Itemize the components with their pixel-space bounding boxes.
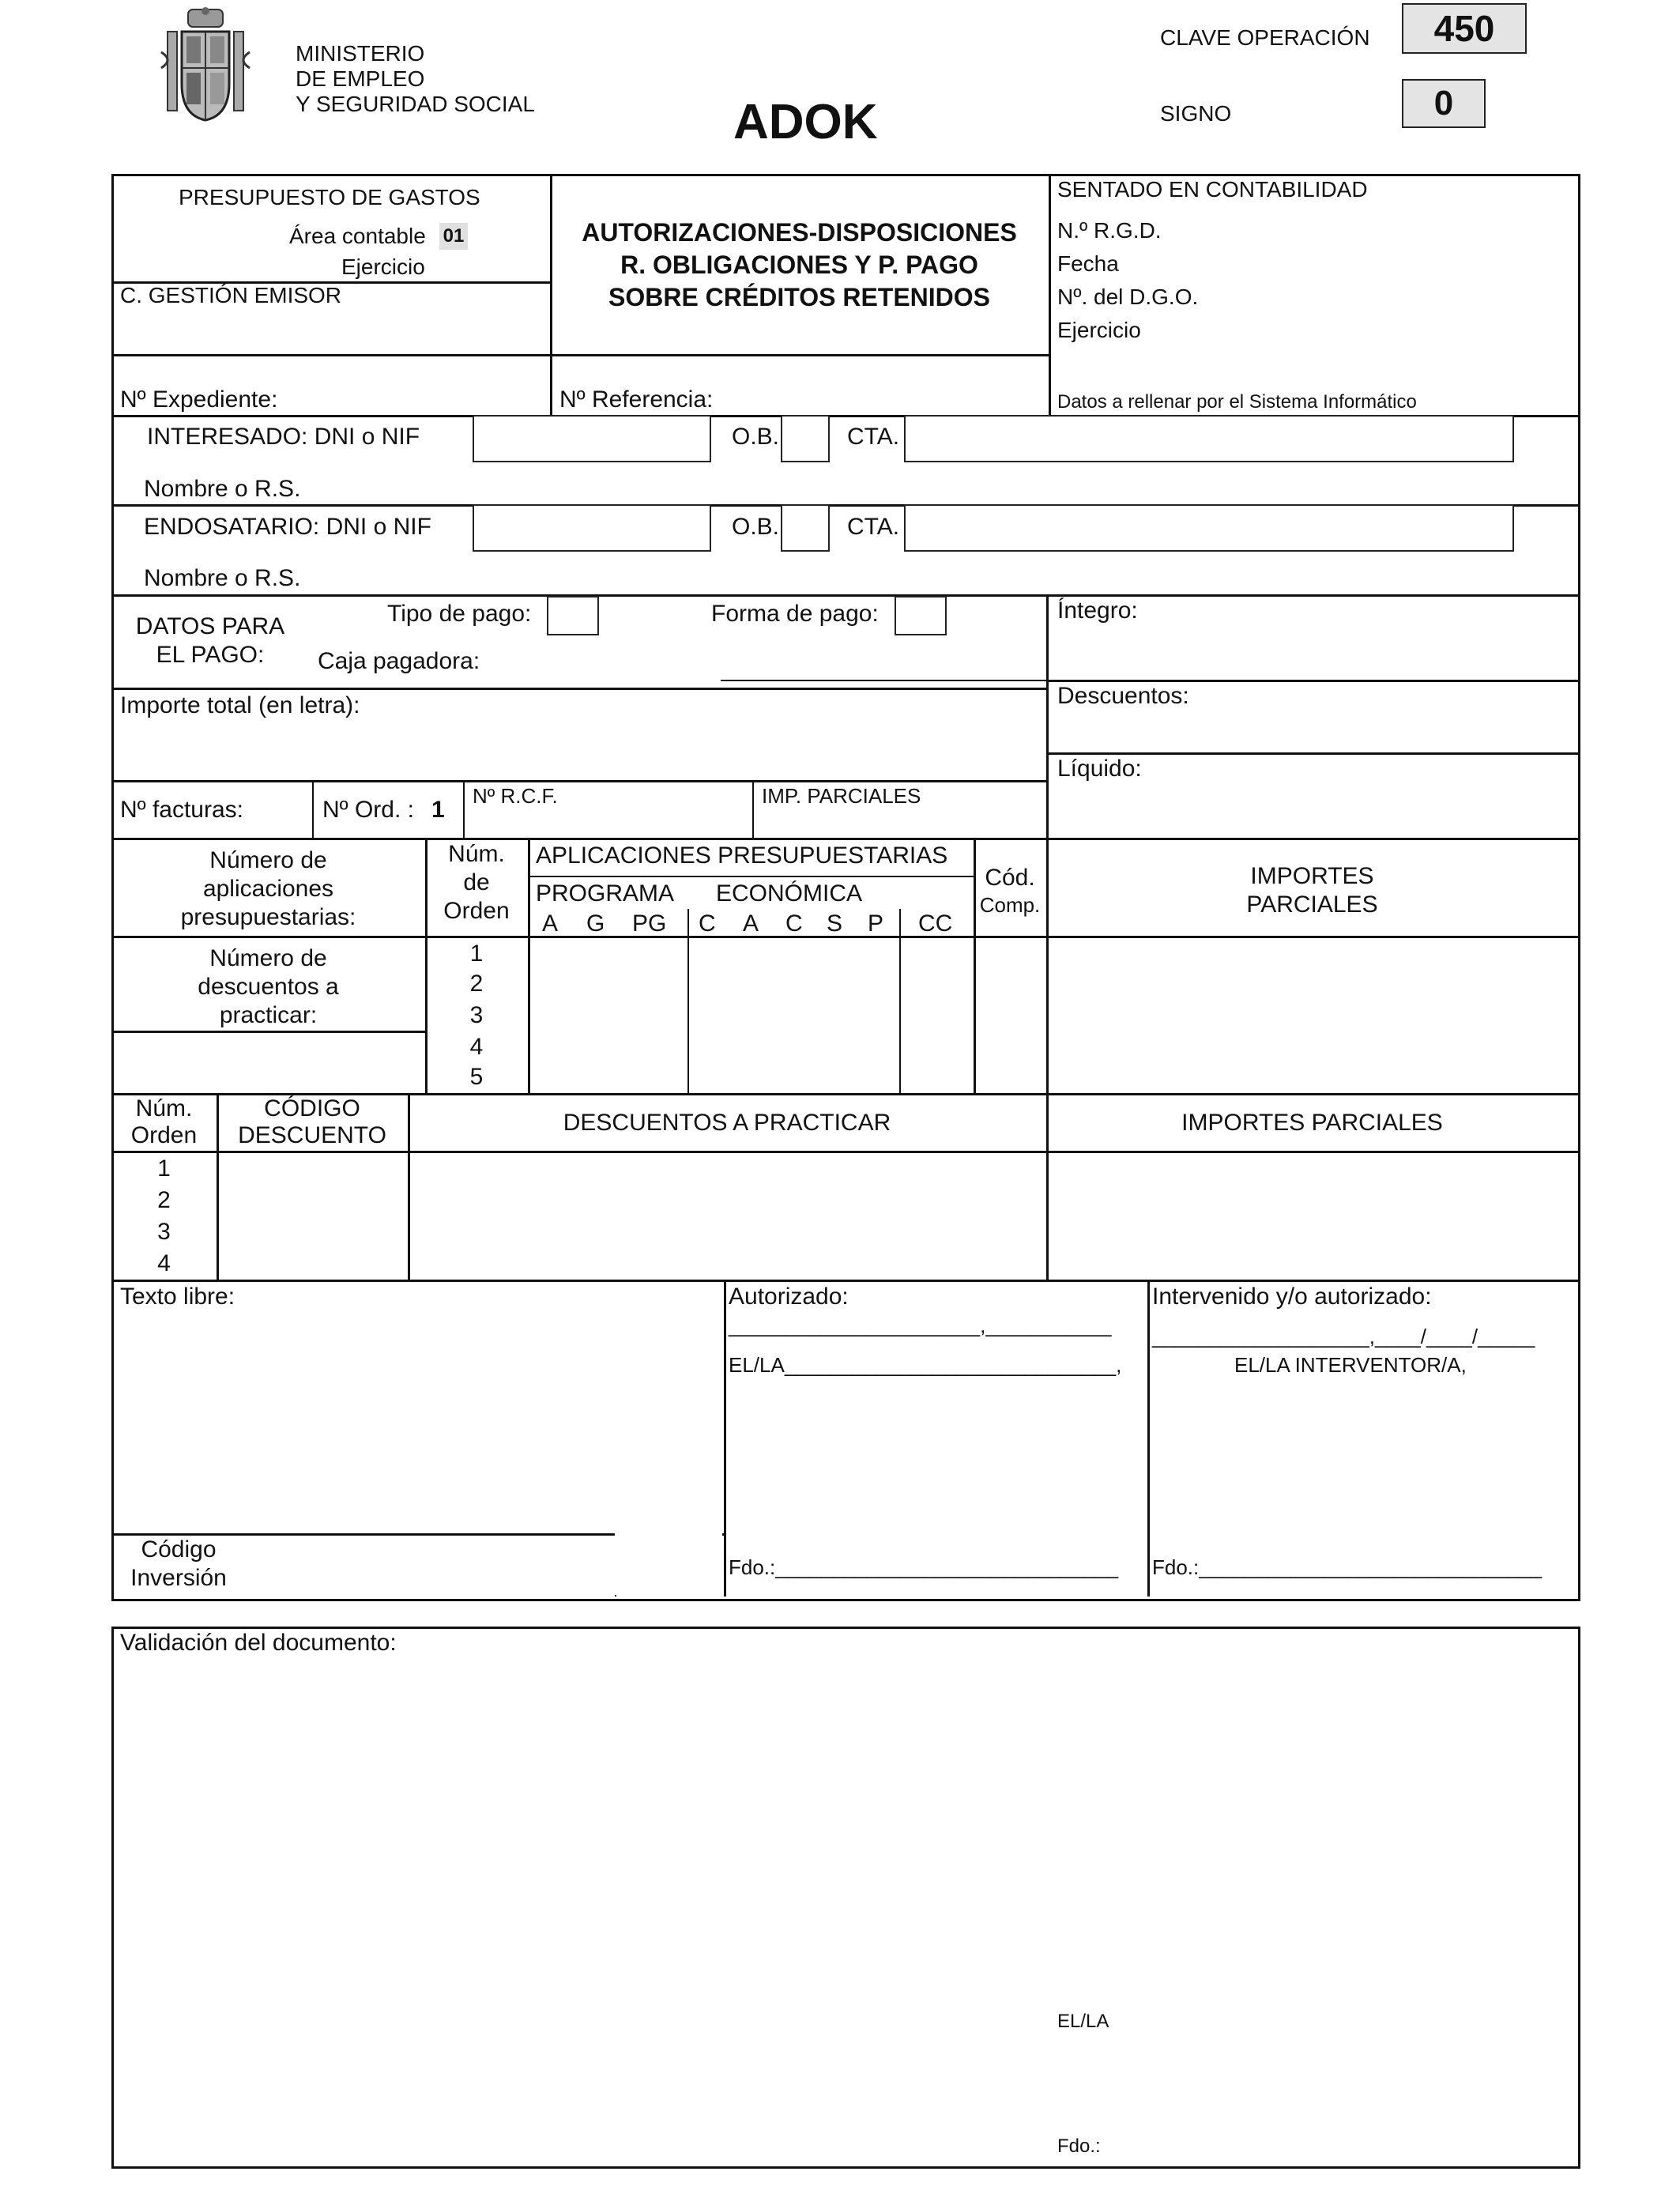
integro-label: Íntegro: [1057, 598, 1138, 624]
sistema-informatico-note: Datos a rellenar por el Sistema Informático [1057, 391, 1417, 413]
endosatario-ob-field[interactable] [781, 504, 830, 552]
aplicaciones-title: APLICACIONES PRESUPUESTARIAS [536, 843, 948, 869]
codigo-descuento-line-2: DESCUENTO [238, 1122, 386, 1148]
autorizado-label: Autorizado: [729, 1284, 849, 1310]
col-a1: A [542, 910, 559, 937]
endosatario-dni-field[interactable] [473, 504, 711, 552]
referencia-label: Nº Referencia: [559, 386, 714, 413]
clave-operacion-label: CLAVE OPERACIÓN [1160, 25, 1370, 50]
ministry-line-1: MINISTERIO [296, 41, 425, 66]
datos-pago-line-1: DATOS PARA [135, 613, 285, 639]
forma-pago-field[interactable] [895, 596, 947, 635]
clave-operacion-value: 450 [1402, 3, 1527, 54]
expediente-label: Nº Expediente: [120, 386, 278, 413]
intervenido-label: Intervenido y/o autorizado: [1152, 1284, 1432, 1310]
signo-value: 0 [1402, 79, 1486, 128]
importes-parciales-line-2: PARCIALES [1246, 892, 1378, 918]
tipo-pago-field[interactable] [547, 596, 599, 635]
codigo-inversion-field[interactable] [615, 1533, 722, 1595]
form-title-line-2: R. OBLIGACIONES Y P. PAGO [620, 251, 978, 279]
tipo-pago-label: Tipo de pago: [387, 601, 532, 627]
col-a2: A [743, 910, 759, 937]
interesado-ob-field[interactable] [781, 415, 830, 462]
validacion-box [111, 1627, 1580, 2169]
desc-orden-number: 4 [157, 1250, 171, 1276]
endosatario-ob-label: O.B. [732, 514, 780, 540]
signo-label: SIGNO [1160, 101, 1232, 126]
caja-pagadora-field[interactable] [721, 680, 1046, 681]
validacion-label: Validación del documento: [120, 1630, 397, 1656]
validacion-fdo: Fdo.: [1057, 2136, 1101, 2157]
endosatario-cta-label: CTA. [847, 514, 900, 540]
interesado-nombre-label: Nombre o R.S. [144, 476, 301, 502]
ejercicio-contabilidad-label: Ejercicio [1057, 318, 1141, 342]
autorizado-ella[interactable]: EL/LA_____________________________, [729, 1353, 1122, 1377]
liquido-label: Líquido: [1057, 756, 1142, 782]
caja-pagadora-label: Caja pagadora: [318, 648, 480, 674]
autorizado-fdo[interactable]: Fdo.:______________________________ [729, 1555, 1119, 1579]
col-g: G [586, 910, 605, 937]
desc-num-orden-line-2: Orden [130, 1122, 198, 1148]
numero-descuentos-line-1: Número de [209, 945, 327, 971]
importes-parciales-line-1: IMPORTES [1250, 863, 1374, 889]
rcf-label: Nº R.C.F. [473, 784, 558, 808]
validacion-ella: EL/LA [1057, 2011, 1109, 2032]
form-title-line-1: AUTORIZACIONES-DISPOSICIONES [582, 218, 1017, 247]
facturas-label: Nº facturas: [120, 797, 244, 823]
ejercicio-label: Ejercicio [341, 254, 425, 279]
orden-number: 4 [469, 1034, 484, 1060]
descuentos-importes-parciales: IMPORTES PARCIALES [1181, 1110, 1443, 1136]
fecha-label: Fecha [1057, 251, 1119, 276]
interventor-label: EL/LA INTERVENTOR/A, [1234, 1353, 1467, 1377]
dgo-label: Nº. del D.G.O. [1057, 285, 1199, 309]
autorizado-place-date[interactable]: ______________________,___________ [729, 1314, 1112, 1337]
col-p: P [868, 910, 884, 937]
cod-comp-line-2: Comp. [979, 893, 1041, 917]
area-contable-value: 01 [439, 223, 468, 250]
num-ord-label: Nº Ord. : [322, 797, 414, 823]
rgd-label: N.º R.G.D. [1057, 218, 1162, 243]
sentado-contabilidad-label: SENTADO EN CONTABILIDAD [1057, 177, 1368, 202]
forma-pago-label: Forma de pago: [711, 601, 879, 627]
document-code: ADOK [733, 95, 878, 149]
ministry-line-2: DE EMPLEO [296, 66, 425, 91]
texto-libre-label: Texto libre: [120, 1284, 235, 1310]
form-title-line-3: SOBRE CRÉDITOS RETENIDOS [608, 283, 991, 311]
interesado-ob-label: O.B. [732, 424, 780, 450]
ministry-line-3: Y SEGURIDAD SOCIAL [296, 92, 535, 116]
interesado-cta-label: CTA. [847, 424, 900, 450]
coat-of-arms-logo [158, 5, 253, 123]
codigo-descuento-line-1: CÓDIGO [264, 1095, 360, 1122]
endosatario-dni-label: ENDOSATARIO: DNI o NIF [144, 514, 431, 540]
num-orden-line-1: Núm. [448, 841, 505, 867]
num-orden-line-3: Orden [443, 898, 510, 924]
numero-aplicaciones-line-3: presupuestarias: [180, 904, 356, 930]
orden-number: 5 [469, 1064, 484, 1090]
economica-label: ECONÓMICA [716, 880, 863, 907]
num-ord-value: 1 [431, 797, 445, 823]
gestion-emisor-label: C. GESTIÓN EMISOR [120, 283, 342, 307]
descuentos-practicar-title: DESCUENTOS A PRACTICAR [563, 1110, 891, 1136]
orden-number: 1 [469, 941, 484, 967]
interesado-cta-field[interactable] [904, 415, 1514, 462]
desc-orden-number: 3 [157, 1219, 171, 1245]
numero-aplicaciones-line-2: aplicaciones [202, 876, 334, 902]
cod-comp-line-1: Cód. [985, 865, 1035, 891]
col-c1: C [699, 910, 716, 937]
endosatario-cta-field[interactable] [904, 504, 1514, 552]
desc-num-orden-line-1: Núm. [135, 1095, 193, 1122]
codigo-inversion-line-1: Código [141, 1536, 217, 1563]
desc-orden-number: 1 [157, 1155, 171, 1182]
numero-descuentos-line-3: practicar: [219, 1002, 318, 1028]
orden-number: 3 [469, 1002, 484, 1028]
interesado-dni-field[interactable] [473, 415, 711, 462]
numero-descuentos-line-2: descuentos a [198, 974, 339, 1000]
descuentos-label: Descuentos: [1057, 683, 1189, 709]
endosatario-nombre-label: Nombre o R.S. [144, 565, 301, 591]
intervenido-fdo[interactable]: Fdo.:______________________________ [1152, 1555, 1543, 1579]
col-pg: PG [632, 910, 667, 937]
col-cc: CC [918, 910, 953, 937]
imp-parciales-label: IMP. PARCIALES [762, 784, 921, 808]
area-contable-label: Área contable [289, 224, 426, 248]
num-orden-line-2: de [463, 869, 490, 895]
datos-pago-line-2: EL PAGO: [156, 642, 265, 668]
desc-orden-number: 2 [157, 1187, 171, 1213]
numero-aplicaciones-line-1: Número de [209, 847, 327, 873]
importe-letra-label: Importe total (en letra): [120, 692, 360, 718]
presupuesto-label: PRESUPUESTO DE GASTOS [179, 185, 480, 209]
col-c2: C [785, 910, 803, 937]
codigo-inversion-line-2: Inversión [130, 1565, 227, 1591]
col-s: S [827, 910, 843, 937]
intervenido-place-date[interactable]: ___________________,____/____/_____ [1152, 1325, 1535, 1348]
programa-label: PROGRAMA [536, 880, 675, 907]
orden-number: 2 [469, 971, 484, 997]
interesado-dni-label: INTERESADO: DNI o NIF [147, 424, 420, 450]
